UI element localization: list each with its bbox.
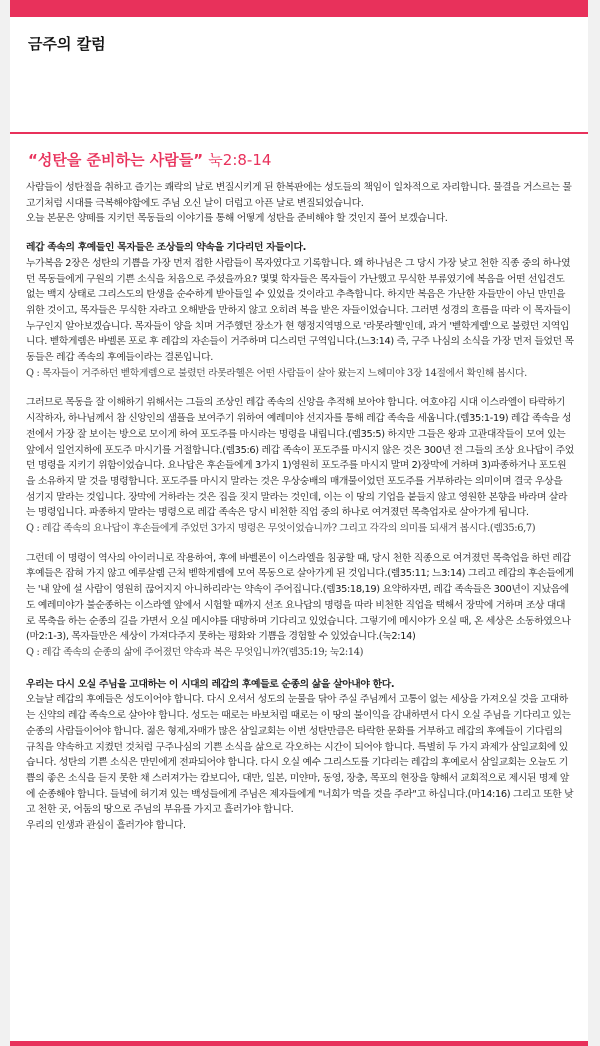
column-title-text: “성탄을 준비하는 사람들”: [28, 151, 204, 169]
footer-accent-bar: [10, 1041, 588, 1046]
reflection-question: Q : 레갑 족속의 요나답이 후손들에게 주었던 3가지 명령은 무엇이었습니까? 그리고 각각의 의미를 되새겨 봅시다.(렘35:6,7): [26, 523, 536, 535]
scripture-reference: 눅2:8-14: [208, 151, 272, 169]
intro-paragraph: 오늘 본문은 양떼를 지키던 목동들의 이야기를 통해 어떻게 성탄을 준비해야 할 것인지 풀어 보겠습니다.: [26, 213, 448, 225]
reflection-question: Q : 목자들이 거주하던 벧학게렘으로 불렸던 라못라헬은 어떤 사람들이 살아 왔는지 느헤미야 3장 14절에서 확인해 봅시다.: [26, 367, 527, 379]
body-paragraph: 누가복음 2장은 성탄의 기쁨을 가장 먼저 접한 사람들이 목자였다고 기록합니다. 왜 하나님은 그 당시 가장 낮고 천한 직종 중의 하나였던 목동들에게 구원의 기쁜 소식을 처음으로 주셨을까요? 몇몇 학자들은 목자들이 가난했고 무식한 부류였기에 복음을 어떤 선입견도 없는 백지 상태로 그리스도의 탄생을 순수하게 받아들일 수 있었을 것이라고 추측합니다. 하지만 복음은 가난한 자들만이 아닌 만민을 위한 것이고, 목자들은 무식한 자라고 오해받을 만하지 않고 오히려 복을 받은 자들이었습니다. 그러면 성경의 흐름을 따라 이 목자들이 누구인지 알아보겠습니다. 목자들이 양을 치며 거주했던 장소가 현 행정지역명으로 '라못라헬'인데, 과거 '벧학게렘'으로 불렸던 지역입니다. 벧학게렘은 바벨론 포로 후 레갑의 자손들이 거주하며 디스리던 구역입니다.(느3:14) 즉, 구주 나심의 소식을 가장 먼저 들었던 목동들은 레갑 족속의 후예들이라는 결론입니다.: [26, 257, 574, 364]
section-heading: 레갑 족속의 후예들인 목자들은 조상들의 약속을 기다리던 자들이다.: [26, 242, 306, 254]
header-accent-bar: [10, 0, 588, 17]
body-paragraph: 오늘날 레갑의 후예들은 성도이어야 합니다. 다시 오셔서 성도의 눈물을 닦아 주실 주님께서 고통이 없는 세상을 가져오실 것을 고대하는 신약의 레갑 족속으로 살아야 합니다. 성도는 때로는 바보처럼 때로는 이 땅의 불이익을 감내하면서 다시 오실 주님을 기다리고 있는 순종의 사람들이어야 합니다. 젊은 형제,자매가 많은 삼일교회는 이번 성탄만큼은 타락한 문화를 거부하고 레갑의 후예들이 기다림의 규칙을 약속하고 지켰던 것처럼 구주나심의 기쁜 소식을 삶으로 각오하는 시간이 되어야 합니다. 특별히 두 가지 과제가 삼일교회에 있습니다. 성탄의 기쁜 소식은 만민에게 전파되어야 합니다. 다시 오실 예수 그리스도를 기다리는 레갑의 후예로서 삼일교회는 오늘도 기쁨의 좋은 소식을 듣지 못한 채 스러져가는 캄보디아, 대만, 일본, 미얀마, 동영, 장충, 목포의 현장을 향해서 교회적으로 제시된 명제 앞에 순종해야 합니다. 들녘에 허기져 있는 백성들에게 주님은 제자들에게 "너희가 먹을 것을 주라"고 하십니다.(마14:16) 그리고 또한 낮고 천한 곳, 어둠의 땅으로 주님의 부유를 가지고 흘러가야 합니다.: [26, 694, 574, 816]
body-paragraph: 그런데 이 명령이 역사의 아이러니로 작용하여, 후에 바벨론이 이스라엘을 침공할 때, 당시 천한 직종으로 여겨졌던 목축업을 하던 레갑 후예들은 잡혀 가지 않고 예루살렘 근처 벧학게렘에 모여 목동으로 살아가게 된 것입니다.(렘35:11; 느3:14) 그리고 레갑의 후손들에게는 '내 앞에 설 사람이 영원히 끊어지지 아니하리라'는 약속이 주어집니다.(렘35:18,19) 요약하자면, 레갑 족속들은 300년이 지났음에도 예레미야가 불순종하는 이스라엘 앞에서 시험할 때까지 선조 요나답의 명령을 따라 비천한 직업을 택해서 장막에 거하며 조상 대대로 목축을 하는 순종의 길을 가면서 오실 메시야를 대망하며 기다리고 있었습니다. 그렇기에 메시야가 오실 때, 온 세상은 소동하였으나(마2:1-3), 목자들만은 세상이 가져다주지 못하는 평화와 기쁨을 경험할 수 있었습니다.(눅2:14): [26, 552, 574, 643]
page-frame-right: [588, 0, 600, 1046]
body-paragraph: 그러므로 목동을 잘 이해하기 위해서는 그들의 조상인 레갑 족속의 신앙을 추적해 보아야 합니다. 여호야김 시대 이스라엘이 타락하기 시작하자, 하나님께서 참 신앙인의 샘플을 보여주기 위하여 예레미야 선지자를 통해 레갑 족속을 세웁니다.(렘35:1-19) 레갑 족속을 성전에서 가장 잘 보이는 방으로 모이게 하여 포도주를 마시라는 명령을 내립니다.(렘35:5) 하지만 그들은 왕과 고관대작들이 모여 있는 앞에서 일언지하에 포도주 마시기를 거절합니다.(렘35:6) 레갑 족속이 포도주를 마시지 않은 것은 300년 전 그들의 조상 요나답이 주었던 명령을 지키기 위함이었습니다. 요나답은 후손들에게 3가지 1)영원히 포도주를 마시지 말며 2)장막에 거하며 3)파종하거나 포도원을 소유하지 말 것을 명령합니다. 포도주를 마시지 말라는 것은 우상숭배의 매개물이었던 포도주를 거부하라는 의미이며 결국 우상을 섬기지 말라는 것입니다. 장막에 거하라는 것은 집을 짓지 말라는 것인데, 이는 이 땅의 기업을 붙들지 않고 영원한 본향을 바라며 살라는 명령입니다. 파종하지 말라는 명령으로 레갑 족속은 당시 비천한 직업 중의 하나로 여겨졌던 목축업자로 살아가게 됩니다.: [26, 397, 574, 519]
column-body: [26, 180, 574, 834]
title-divider: [10, 132, 588, 134]
intro-paragraph: 사람들이 성탄절을 취하고 즐기는 쾌락의 날로 변질시키게 된 한복판에는 성도들의 책임이 일차적으로 자리합니다. 물결을 거스르는 물고기처럼 시대를 극복해야함에도 주님 오신 날이 더럽고 아픈 날로 변질되었습니다.: [26, 182, 572, 209]
section-label: 금주의 칼럼: [28, 35, 106, 53]
body-paragraph: 우리의 인생과 관심이 흘러가야 합니다.: [26, 820, 186, 832]
paragraph-gap: [26, 381, 574, 395]
paragraph-gap: [26, 537, 574, 551]
column-title: [28, 149, 271, 170]
reflection-question: Q : 레갑 족속의 순종의 삶에 주어졌던 약속과 복은 무엇입니까?(렘35:19; 눅2:14): [26, 646, 364, 658]
paragraph-gap: [26, 661, 574, 675]
section-heading: 우리는 다시 오실 주님을 고대하는 이 시대의 레갑의 후예들로 순종의 삶을 살아내야 한다.: [26, 678, 395, 690]
page-frame-left: [0, 0, 10, 1046]
